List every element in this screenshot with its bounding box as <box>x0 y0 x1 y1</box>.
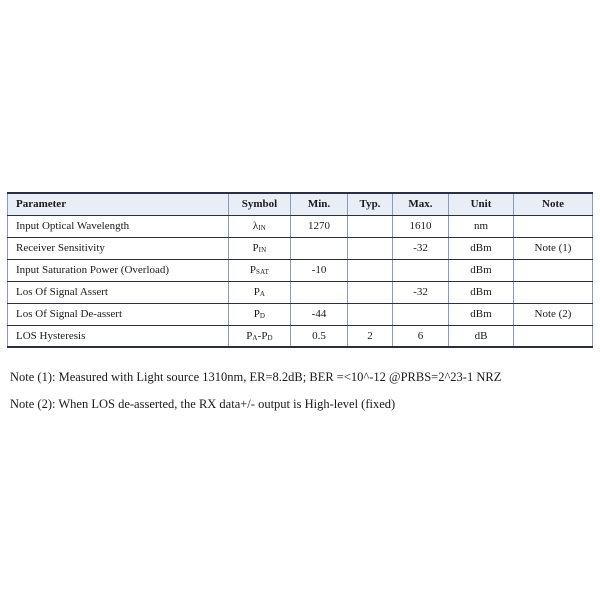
symbol-cell <box>229 259 291 281</box>
min-cell: 1270 <box>291 215 348 237</box>
symbol-base: P <box>246 329 253 342</box>
unit-cell: nm <box>449 215 514 237</box>
column-header-symbol: Symbol <box>229 193 291 215</box>
column-header-typ: Typ. <box>348 193 393 215</box>
symbol-base: P <box>252 242 259 254</box>
column-header-unit: Unit <box>449 193 514 215</box>
max-cell: -32 <box>393 237 449 259</box>
note-cell <box>514 259 593 281</box>
table-header-row <box>8 193 593 215</box>
table-row <box>8 215 593 237</box>
typ-cell <box>348 303 393 325</box>
note-cell: Note (2) <box>514 303 593 325</box>
unit-cell: dBm <box>449 281 514 303</box>
symbol-subscript: SAT <box>256 268 270 276</box>
max-cell: -32 <box>393 281 449 303</box>
table-row <box>8 325 593 347</box>
symbol-base: λ <box>252 220 259 232</box>
parameter-cell: Input Saturation Power (Overload) <box>8 259 229 281</box>
spec-table-body <box>8 215 593 347</box>
min-cell: 0.5 <box>291 325 348 347</box>
parameter-cell: Input Optical Wavelength <box>8 215 229 237</box>
table-row <box>8 237 593 259</box>
note-cell <box>514 325 593 347</box>
max-cell: 6 <box>393 325 449 347</box>
unit-cell: dB <box>449 325 514 347</box>
column-header-note: Note <box>514 193 593 215</box>
parameter-cell: Los Of Signal De-assert <box>8 303 229 325</box>
symbol-base: P <box>249 264 257 276</box>
note-2-text: Note (2): When LOS de-asserted, the RX data+/- output is High-level (fixed) <box>10 397 396 411</box>
symbol-base: P <box>253 286 260 298</box>
symbol-subscript: D <box>267 333 273 342</box>
symbol-base: -P <box>257 329 268 342</box>
symbol-subscript: IN <box>258 246 267 254</box>
symbol-cell <box>229 215 291 237</box>
symbol-cell <box>229 281 291 303</box>
unit-cell: dBm <box>449 237 514 259</box>
column-header-max: Max. <box>393 193 449 215</box>
table-row <box>8 303 593 325</box>
unit-cell: dBm <box>449 303 514 325</box>
table-row <box>8 259 593 281</box>
min-cell: -44 <box>291 303 348 325</box>
symbol-cell <box>229 325 291 347</box>
typ-cell: 2 <box>348 325 393 347</box>
min-cell: -10 <box>291 259 348 281</box>
symbol-subscript: D <box>259 312 266 320</box>
typ-cell <box>348 281 393 303</box>
typ-cell <box>348 259 393 281</box>
symbol-subscript: A <box>259 290 266 298</box>
symbol-base: P <box>253 308 260 320</box>
symbol-subscript: A <box>252 333 258 342</box>
parameter-cell: Receiver Sensitivity <box>8 237 229 259</box>
spec-table <box>7 192 593 348</box>
note-cell <box>514 281 593 303</box>
note-1-text: Note (1): Measured with Light source 1310nm, ER=8.2dB; BER =<10^-12 @PRBS=2^23-1 NRZ <box>10 370 502 384</box>
column-header-parameter: Parameter <box>8 193 229 215</box>
parameter-cell: Los Of Signal Assert <box>8 281 229 303</box>
typ-cell <box>348 215 393 237</box>
max-cell: 1610 <box>393 215 449 237</box>
column-header-min: Min. <box>291 193 348 215</box>
symbol-subscript: IN <box>258 224 267 232</box>
symbol-cell <box>229 303 291 325</box>
symbol-cell <box>229 237 291 259</box>
note-cell <box>514 215 593 237</box>
note-cell: Note (1) <box>514 237 593 259</box>
parameter-cell: LOS Hysteresis <box>8 325 229 347</box>
table-row <box>8 281 593 303</box>
min-cell <box>291 237 348 259</box>
min-cell <box>291 281 348 303</box>
unit-cell: dBm <box>449 259 514 281</box>
max-cell <box>393 303 449 325</box>
max-cell <box>393 259 449 281</box>
typ-cell <box>348 237 393 259</box>
